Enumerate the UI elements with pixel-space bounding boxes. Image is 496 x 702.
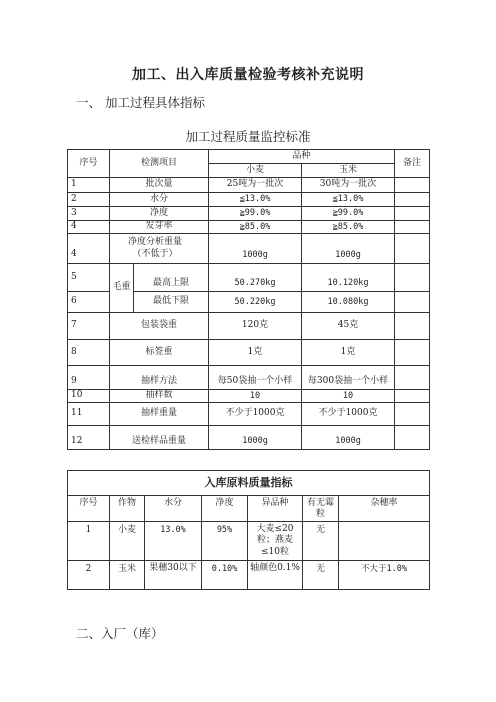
table-row [68,178,430,193]
row-no: 11 [68,403,110,426]
row-item: 最高上限 [134,264,209,292]
table-1-caption: 加工过程质量监控标准 [185,129,311,144]
row-item: 净度分析重量（不低于） [110,234,209,264]
row-item: 抽样数 [110,390,209,403]
row-remark [395,234,430,264]
gross-weight-label: 毛重 [110,264,134,313]
row-remark [395,221,430,234]
header-purity: 净度 [202,496,248,522]
row-wheat: 不少于1000克 [209,403,302,426]
process-quality-table [67,149,430,450]
row-item: 标签重 [110,340,209,366]
row-corn: 45克 [302,313,395,340]
row-corn: 30吨为一批次 [302,178,395,193]
row-wheat: 1克 [209,340,302,366]
row-no: 1 [68,522,110,561]
row-item: 发芽率 [110,221,209,234]
row-no: 10 [68,390,110,403]
row-no: 8 [68,340,110,366]
row-corn: 10.080kg [302,292,395,313]
table-row [68,234,430,264]
header-offtype: 异品种 [248,496,303,522]
row-crop: 小麦 [110,522,145,561]
table-row [68,390,430,403]
row-wheat: 50.220kg [209,292,302,313]
row-wheat: 120克 [209,313,302,340]
row-ear-rate [339,522,430,561]
row-offtype: 轴颜色0.1% [248,561,303,590]
row-ear-rate: 不大于1.0% [339,561,430,590]
header-crop: 作物 [110,496,145,522]
row-remark [395,366,430,390]
row-corn: ≧99.0% [302,207,395,221]
row-crop: 玉米 [110,561,145,590]
row-no: 6 [68,292,110,313]
row-item: 包装袋重 [110,313,209,340]
row-wheat: 10 [209,390,302,403]
row-purity: 95% [202,522,248,561]
row-item: 最低下限 [134,292,209,313]
row-corn: 1000g [302,426,395,450]
table-row [68,221,430,234]
table-row [68,522,430,561]
row-remark [395,178,430,193]
header-mold: 有无霉粒 [303,496,339,522]
row-moisture: 13.0% [145,522,202,561]
header-corn: 玉米 [302,164,395,178]
row-mold: 无 [303,561,339,590]
row-no: 4 [68,234,110,264]
row-no: 3 [68,207,110,221]
row-item: 抽样方法 [110,366,209,390]
row-wheat: 每50袋抽一个小样 [209,366,302,390]
row-moisture: 果穗30以下 [145,561,202,590]
table-row [68,561,430,590]
row-wheat: 50.270kg [209,264,302,292]
document-title: 加工、出入库质量检验考核补充说明 [132,67,364,83]
header-wheat: 小麦 [209,164,302,178]
row-remark [395,426,430,450]
row-purity: 0.10% [202,561,248,590]
row-wheat: 1000g [209,426,302,450]
row-remark [395,403,430,426]
table-row [68,207,430,221]
header-variety: 品种 [209,150,395,164]
header-remark: 备注 [395,150,430,178]
section-1-heading: 一、 加工过程具体指标 [76,95,205,110]
incoming-material-table [67,470,430,590]
table-row [68,340,430,366]
table-row [68,264,430,292]
row-no: 4 [68,221,110,234]
row-remark [395,292,430,313]
header-no: 序号 [68,496,110,522]
table-row [68,426,430,450]
table-row [68,313,430,340]
header-moisture: 水分 [145,496,202,522]
row-no: 1 [68,178,110,193]
row-corn: 不少于1000克 [302,403,395,426]
table-2-title: 入库原料质量指标 [68,471,430,496]
row-no: 2 [68,561,110,590]
table-row [68,403,430,426]
row-corn: 1克 [302,340,395,366]
row-wheat: ≦13.0% [209,193,302,207]
row-corn: 10 [302,390,395,403]
row-remark [395,207,430,221]
row-item: 水分 [110,193,209,207]
row-remark [395,264,430,292]
header-no: 序号 [68,150,110,178]
row-remark [395,193,430,207]
row-remark [395,340,430,366]
row-corn: 10.120kg [302,264,395,292]
table-row [68,366,430,390]
table-row [68,193,430,207]
row-offtype: 大麦≤20粒；燕麦≤10粒 [248,522,303,561]
row-wheat: 25吨为一批次 [209,178,302,193]
row-no: 7 [68,313,110,340]
row-remark [395,313,430,340]
header-item: 检测项目 [110,150,209,178]
row-corn: ≧85.0% [302,221,395,234]
row-item: 批次量 [110,178,209,193]
row-wheat: 1000g [209,234,302,264]
row-item: 抽样重量 [110,403,209,426]
row-wheat: ≧99.0% [209,207,302,221]
row-no: 12 [68,426,110,450]
row-corn: 每300袋抽一个小样 [302,366,395,390]
row-mold: 无 [303,522,339,561]
row-corn: 1000g [302,234,395,264]
section-2-heading: 二、入厂（库） [76,626,164,641]
row-no: 5 [68,264,110,292]
header-ear-rate: 杂穗率 [339,496,430,522]
row-no: 2 [68,193,110,207]
row-item: 净度 [110,207,209,221]
row-corn: ≦13.0% [302,193,395,207]
row-wheat: ≧85.0% [209,221,302,234]
row-item: 送检样品重量 [110,426,209,450]
row-no: 9 [68,366,110,390]
row-remark [395,390,430,403]
